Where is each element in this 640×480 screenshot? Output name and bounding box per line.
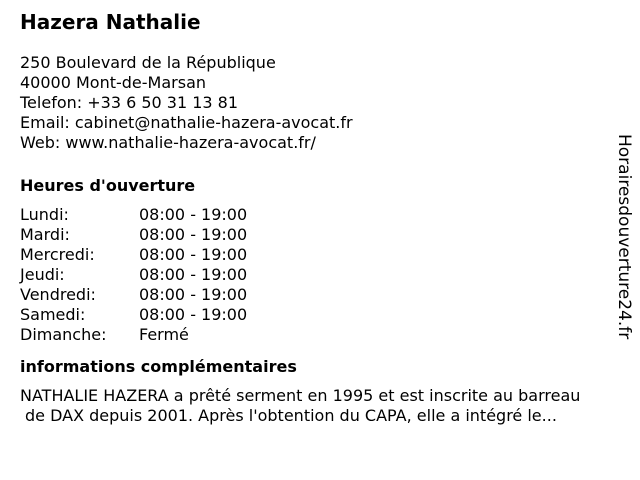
business-name: Hazera Nathalie (20, 10, 201, 34)
time-range: 08:00 - 19:00 (139, 265, 248, 284)
hours-row-tuesday (20, 225, 247, 245)
time-range: 08:00 - 19:00 (139, 285, 248, 304)
contact-block (20, 53, 620, 153)
address-line-2: 40000 Mont-de-Marsan (20, 73, 207, 92)
day-label: Mercredi: (20, 245, 95, 264)
description-line-1: NATHALIE HAZERA a prêté serment en 1995 et est inscrite au barreau (20, 386, 581, 405)
time-range: 08:00 - 19:00 (139, 225, 248, 244)
hours-row-friday (20, 285, 247, 305)
time-range: Fermé (139, 325, 189, 344)
business-card (20, 0, 620, 426)
description-line-2: de DAX depuis 2001. Après l'obtention du CAPA, elle a intégré le... (25, 406, 557, 425)
day-label: Vendredi: (20, 285, 96, 304)
time-range: 08:00 - 19:00 (139, 205, 248, 224)
description-text (20, 386, 640, 426)
email-address[interactable]: Email: cabinet@nathalie-hazera-avocat.fr (20, 113, 353, 132)
hours-row-thursday (20, 265, 247, 285)
day-label: Dimanche: (20, 325, 107, 344)
phone-number[interactable]: Telefon: +33 6 50 31 13 81 (20, 93, 239, 112)
day-label: Jeudi: (20, 265, 65, 284)
additional-info-heading: informations complémentaires (20, 357, 297, 376)
address-line-1: 250 Boulevard de la République (20, 53, 276, 72)
time-range: 08:00 - 19:00 (139, 245, 248, 264)
site-watermark: Horairesdouverture24.fr (614, 134, 634, 340)
hours-row-wednesday (20, 245, 247, 265)
opening-hours-heading: Heures d'ouverture (20, 176, 196, 195)
hours-row-sunday (20, 325, 247, 345)
opening-hours-table (20, 205, 247, 345)
hours-row-monday (20, 205, 247, 225)
time-range: 08:00 - 19:00 (139, 305, 248, 324)
day-label: Mardi: (20, 225, 70, 244)
day-label: Lundi: (20, 205, 69, 224)
hours-row-saturday (20, 305, 247, 325)
website-link[interactable]: Web: www.nathalie-hazera-avocat.fr/ (20, 133, 316, 152)
day-label: Samedi: (20, 305, 86, 324)
